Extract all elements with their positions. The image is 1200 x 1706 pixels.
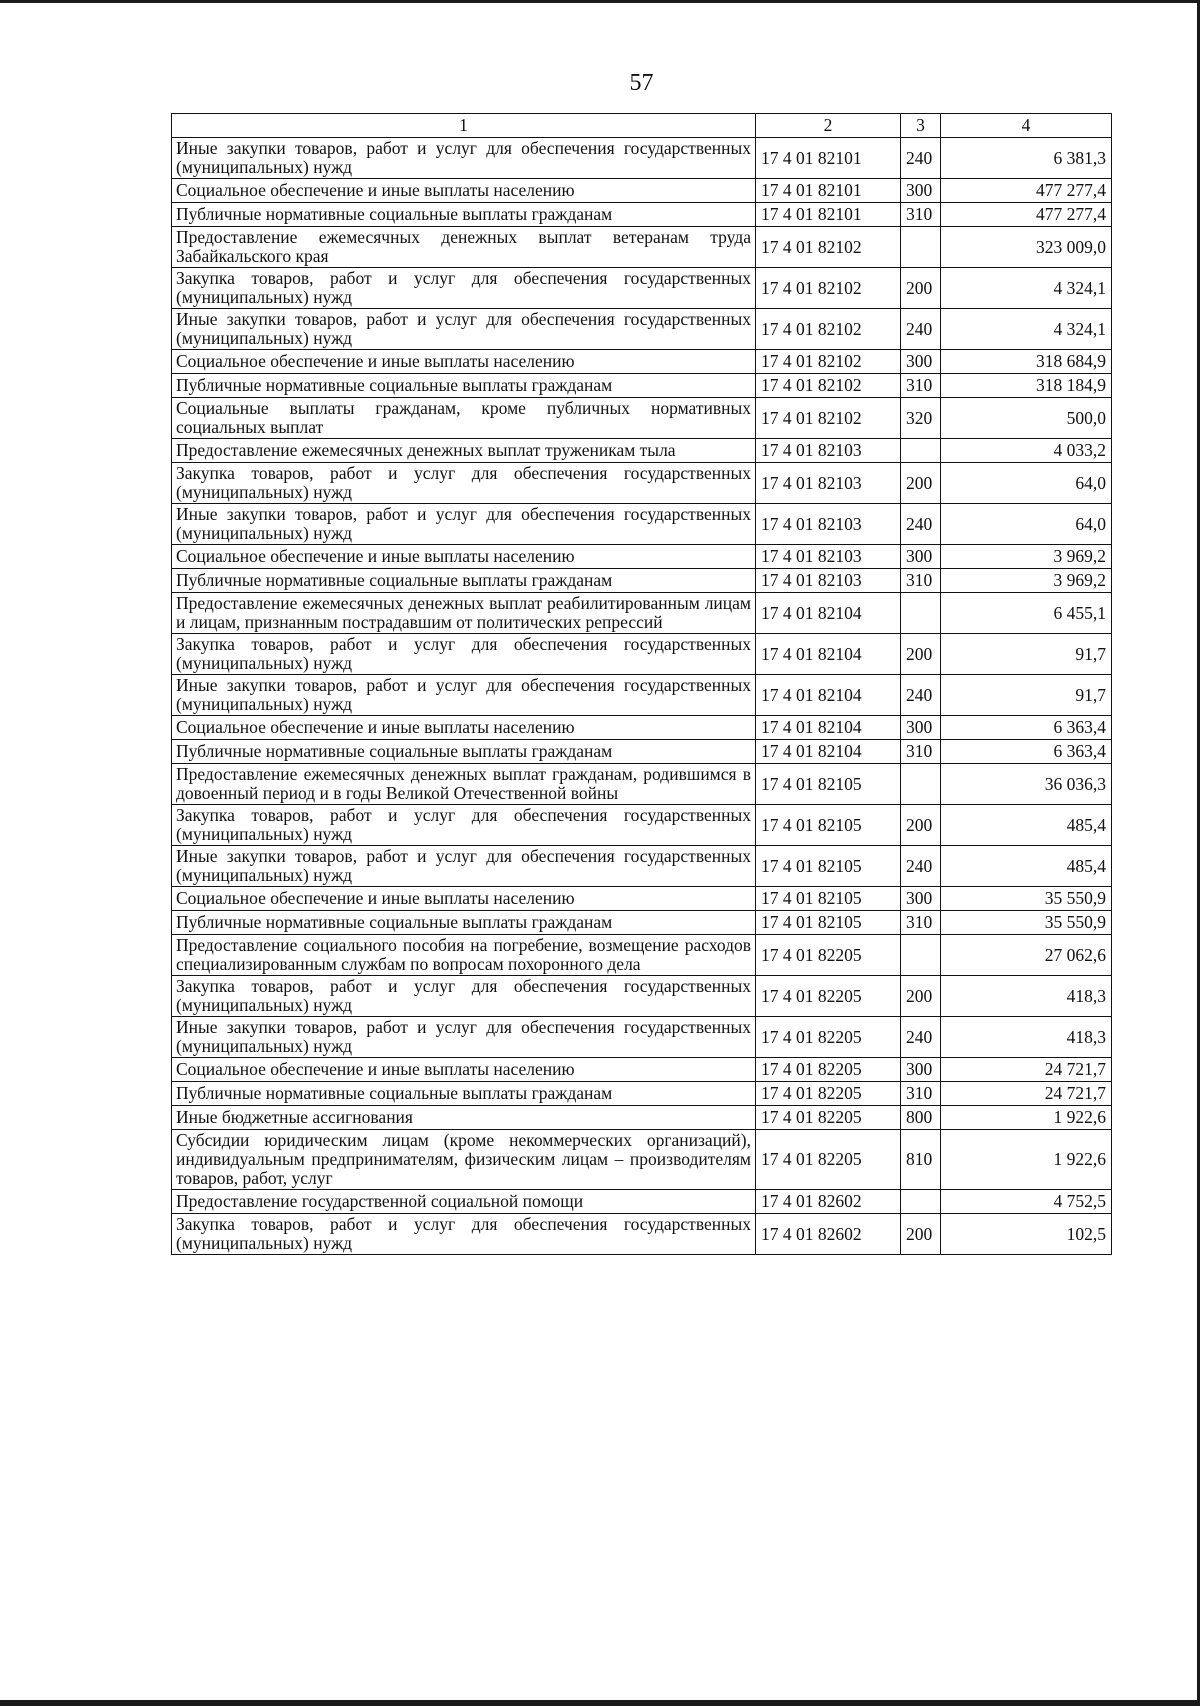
header-col-4: 4 — [941, 114, 1112, 138]
row-name-cell: Иные бюджетные ассигнования — [172, 1106, 756, 1130]
table-row — [172, 309, 1112, 350]
row-sum-cell: 4 752,5 — [941, 1190, 1112, 1214]
row-sum-cell: 485,4 — [941, 805, 1112, 846]
table-row — [172, 675, 1112, 716]
budget-table-body — [172, 114, 1112, 1255]
row-name-cell: Иные закупки товаров, работ и услуг для обеспечения государственных (муниципальных) нужд — [172, 1017, 756, 1058]
row-type-cell — [901, 439, 941, 463]
row-code-cell: 17 4 01 82205 — [756, 1130, 901, 1190]
row-code-cell: 17 4 01 82102 — [756, 309, 901, 350]
row-code-cell: 17 4 01 82103 — [756, 504, 901, 545]
row-name-cell: Иные закупки товаров, работ и услуг для обеспечения государственных (муниципальных) нужд — [172, 504, 756, 545]
row-type-cell — [901, 593, 941, 634]
row-type-cell: 200 — [901, 1214, 941, 1255]
row-sum-cell: 27 062,6 — [941, 935, 1112, 976]
table-row — [172, 398, 1112, 439]
row-name-cell: Предоставление социального пособия на погребение, возмещение расходов специализированным службам по вопросам похоронного дела — [172, 935, 756, 976]
row-name-cell: Закупка товаров, работ и услуг для обеспечения государственных (муниципальных) нужд — [172, 268, 756, 309]
row-sum-cell: 4 033,2 — [941, 439, 1112, 463]
table-row — [172, 1214, 1112, 1255]
table-row — [172, 350, 1112, 374]
header-col-2: 2 — [756, 114, 901, 138]
row-code-cell: 17 4 01 82101 — [756, 179, 901, 203]
row-sum-cell: 477 277,4 — [941, 203, 1112, 227]
row-type-cell: 240 — [901, 675, 941, 716]
row-type-cell: 310 — [901, 374, 941, 398]
row-type-cell: 800 — [901, 1106, 941, 1130]
table-row — [172, 569, 1112, 593]
table-row — [172, 846, 1112, 887]
table-row — [172, 545, 1112, 569]
row-type-cell: 200 — [901, 805, 941, 846]
table-row — [172, 463, 1112, 504]
row-type-cell: 300 — [901, 716, 941, 740]
row-type-cell: 310 — [901, 203, 941, 227]
scan-border-top — [0, 0, 1200, 3]
row-type-cell: 200 — [901, 976, 941, 1017]
row-name-cell: Социальное обеспечение и иные выплаты населению — [172, 179, 756, 203]
row-code-cell: 17 4 01 82205 — [756, 976, 901, 1017]
row-code-cell: 17 4 01 82102 — [756, 374, 901, 398]
row-sum-cell: 35 550,9 — [941, 887, 1112, 911]
row-code-cell: 17 4 01 82102 — [756, 268, 901, 309]
row-type-cell: 240 — [901, 309, 941, 350]
row-name-cell: Публичные нормативные социальные выплаты гражданам — [172, 569, 756, 593]
table-header-row — [172, 114, 1112, 138]
row-type-cell: 310 — [901, 911, 941, 935]
row-sum-cell: 3 969,2 — [941, 569, 1112, 593]
row-type-cell: 320 — [901, 398, 941, 439]
row-sum-cell: 4 324,1 — [941, 309, 1112, 350]
row-sum-cell: 64,0 — [941, 463, 1112, 504]
row-code-cell: 17 4 01 82101 — [756, 203, 901, 227]
page-number: 57 — [629, 70, 654, 96]
row-name-cell: Предоставление государственной социальной помощи — [172, 1190, 756, 1214]
row-type-cell — [901, 935, 941, 976]
table-row — [172, 911, 1112, 935]
row-sum-cell: 1 922,6 — [941, 1106, 1112, 1130]
table-row — [172, 740, 1112, 764]
row-sum-cell: 91,7 — [941, 675, 1112, 716]
row-type-cell: 240 — [901, 846, 941, 887]
table-row — [172, 887, 1112, 911]
row-name-cell: Публичные нормативные социальные выплаты гражданам — [172, 203, 756, 227]
row-name-cell: Закупка товаров, работ и услуг для обеспечения государственных (муниципальных) нужд — [172, 634, 756, 675]
header-col-1: 1 — [172, 114, 756, 138]
row-type-cell: 300 — [901, 179, 941, 203]
row-sum-cell: 323 009,0 — [941, 227, 1112, 268]
row-type-cell: 310 — [901, 569, 941, 593]
header-col-3: 3 — [901, 114, 941, 138]
row-sum-cell: 24 721,7 — [941, 1058, 1112, 1082]
row-code-cell: 17 4 01 82602 — [756, 1190, 901, 1214]
row-name-cell: Социальное обеспечение и иные выплаты населению — [172, 350, 756, 374]
row-sum-cell: 4 324,1 — [941, 268, 1112, 309]
row-code-cell: 17 4 01 82104 — [756, 593, 901, 634]
table-row — [172, 374, 1112, 398]
row-code-cell: 17 4 01 82104 — [756, 716, 901, 740]
row-type-cell: 310 — [901, 740, 941, 764]
row-name-cell: Предоставление ежемесячных денежных выплат ветеранам труда Забайкальского края — [172, 227, 756, 268]
row-sum-cell: 6 363,4 — [941, 740, 1112, 764]
row-code-cell: 17 4 01 82205 — [756, 1082, 901, 1106]
table-row — [172, 1106, 1112, 1130]
row-sum-cell: 6 381,3 — [941, 138, 1112, 179]
row-type-cell — [901, 227, 941, 268]
row-code-cell: 17 4 01 82104 — [756, 634, 901, 675]
row-code-cell: 17 4 01 82103 — [756, 463, 901, 504]
row-code-cell: 17 4 01 82205 — [756, 1106, 901, 1130]
row-code-cell: 17 4 01 82102 — [756, 350, 901, 374]
row-type-cell: 200 — [901, 268, 941, 309]
table-row — [172, 227, 1112, 268]
row-code-cell: 17 4 01 82105 — [756, 805, 901, 846]
row-code-cell: 17 4 01 82104 — [756, 675, 901, 716]
row-type-cell: 300 — [901, 887, 941, 911]
row-name-cell: Предоставление ежемесячных денежных выплат реабилитированным лицам и лицам, признанным пострадавшим от политических репрессий — [172, 593, 756, 634]
row-sum-cell: 91,7 — [941, 634, 1112, 675]
table-row — [172, 179, 1112, 203]
table-row — [172, 805, 1112, 846]
row-name-cell: Социальное обеспечение и иные выплаты населению — [172, 1058, 756, 1082]
row-sum-cell: 477 277,4 — [941, 179, 1112, 203]
row-code-cell: 17 4 01 82102 — [756, 227, 901, 268]
row-sum-cell: 6 363,4 — [941, 716, 1112, 740]
row-type-cell: 240 — [901, 138, 941, 179]
table-row — [172, 716, 1112, 740]
row-name-cell: Иные закупки товаров, работ и услуг для обеспечения государственных (муниципальных) нужд — [172, 138, 756, 179]
row-type-cell: 810 — [901, 1130, 941, 1190]
row-name-cell: Субсидии юридическим лицам (кроме некоммерческих организаций), индивидуальным предпринимателям, физическим лицам – производителям товаров, работ, услуг — [172, 1130, 756, 1190]
row-type-cell — [901, 1190, 941, 1214]
row-name-cell: Предоставление ежемесячных денежных выплат труженикам тыла — [172, 439, 756, 463]
row-sum-cell: 36 036,3 — [941, 764, 1112, 805]
row-code-cell: 17 4 01 82104 — [756, 740, 901, 764]
row-code-cell: 17 4 01 82105 — [756, 887, 901, 911]
row-name-cell: Закупка товаров, работ и услуг для обеспечения государственных (муниципальных) нужд — [172, 976, 756, 1017]
row-name-cell: Закупка товаров, работ и услуг для обеспечения государственных (муниципальных) нужд — [172, 1214, 756, 1255]
row-code-cell: 17 4 01 82103 — [756, 569, 901, 593]
row-type-cell: 310 — [901, 1082, 941, 1106]
row-name-cell: Закупка товаров, работ и услуг для обеспечения государственных (муниципальных) нужд — [172, 805, 756, 846]
row-name-cell: Публичные нормативные социальные выплаты гражданам — [172, 1082, 756, 1106]
row-type-cell: 240 — [901, 1017, 941, 1058]
row-name-cell: Публичные нормативные социальные выплаты гражданам — [172, 740, 756, 764]
row-sum-cell: 500,0 — [941, 398, 1112, 439]
row-name-cell: Социальные выплаты гражданам, кроме публичных нормативных социальных выплат — [172, 398, 756, 439]
row-code-cell: 17 4 01 82105 — [756, 846, 901, 887]
row-sum-cell: 1 922,6 — [941, 1130, 1112, 1190]
row-code-cell: 17 4 01 82105 — [756, 911, 901, 935]
row-sum-cell: 418,3 — [941, 1017, 1112, 1058]
row-name-cell: Иные закупки товаров, работ и услуг для обеспечения государственных (муниципальных) нужд — [172, 309, 756, 350]
row-sum-cell: 6 455,1 — [941, 593, 1112, 634]
row-type-cell: 200 — [901, 463, 941, 504]
row-code-cell: 17 4 01 82602 — [756, 1214, 901, 1255]
table-row — [172, 1058, 1112, 1082]
row-type-cell: 240 — [901, 504, 941, 545]
row-name-cell: Публичные нормативные социальные выплаты гражданам — [172, 911, 756, 935]
table-row — [172, 1190, 1112, 1214]
row-sum-cell: 64,0 — [941, 504, 1112, 545]
row-name-cell: Публичные нормативные социальные выплаты гражданам — [172, 374, 756, 398]
row-name-cell: Социальное обеспечение и иные выплаты населению — [172, 887, 756, 911]
table-row — [172, 935, 1112, 976]
table-row — [172, 593, 1112, 634]
row-sum-cell: 485,4 — [941, 846, 1112, 887]
row-code-cell: 17 4 01 82205 — [756, 1058, 901, 1082]
table-row — [172, 203, 1112, 227]
row-type-cell: 200 — [901, 634, 941, 675]
scan-border-bottom — [0, 1700, 1200, 1706]
row-type-cell — [901, 764, 941, 805]
row-type-cell: 300 — [901, 350, 941, 374]
row-sum-cell: 318 684,9 — [941, 350, 1112, 374]
table-row — [172, 504, 1112, 545]
row-name-cell: Социальное обеспечение и иные выплаты населению — [172, 716, 756, 740]
row-sum-cell: 418,3 — [941, 976, 1112, 1017]
table-row — [172, 634, 1112, 675]
row-code-cell: 17 4 01 82205 — [756, 1017, 901, 1058]
row-name-cell: Иные закупки товаров, работ и услуг для обеспечения государственных (муниципальных) нужд — [172, 846, 756, 887]
table-row — [172, 764, 1112, 805]
row-code-cell: 17 4 01 82103 — [756, 439, 901, 463]
row-name-cell: Иные закупки товаров, работ и услуг для обеспечения государственных (муниципальных) нужд — [172, 675, 756, 716]
row-name-cell: Социальное обеспечение и иные выплаты населению — [172, 545, 756, 569]
table-row — [172, 138, 1112, 179]
table-row — [172, 1017, 1112, 1058]
row-sum-cell: 35 550,9 — [941, 911, 1112, 935]
row-code-cell: 17 4 01 82102 — [756, 398, 901, 439]
row-code-cell: 17 4 01 82101 — [756, 138, 901, 179]
table-row — [172, 439, 1112, 463]
row-sum-cell: 318 184,9 — [941, 374, 1112, 398]
row-sum-cell: 3 969,2 — [941, 545, 1112, 569]
row-sum-cell: 24 721,7 — [941, 1082, 1112, 1106]
table-row — [172, 268, 1112, 309]
table-row — [172, 1130, 1112, 1190]
row-sum-cell: 102,5 — [941, 1214, 1112, 1255]
row-name-cell: Предоставление ежемесячных денежных выплат гражданам, родившимся в довоенный период и в годы Великой Отечественной войны — [172, 764, 756, 805]
row-code-cell: 17 4 01 82205 — [756, 935, 901, 976]
row-type-cell: 300 — [901, 545, 941, 569]
row-type-cell: 300 — [901, 1058, 941, 1082]
table-row — [172, 976, 1112, 1017]
budget-table — [171, 113, 1112, 1255]
row-code-cell: 17 4 01 82103 — [756, 545, 901, 569]
table-row — [172, 1082, 1112, 1106]
row-code-cell: 17 4 01 82105 — [756, 764, 901, 805]
row-name-cell: Закупка товаров, работ и услуг для обеспечения государственных (муниципальных) нужд — [172, 463, 756, 504]
